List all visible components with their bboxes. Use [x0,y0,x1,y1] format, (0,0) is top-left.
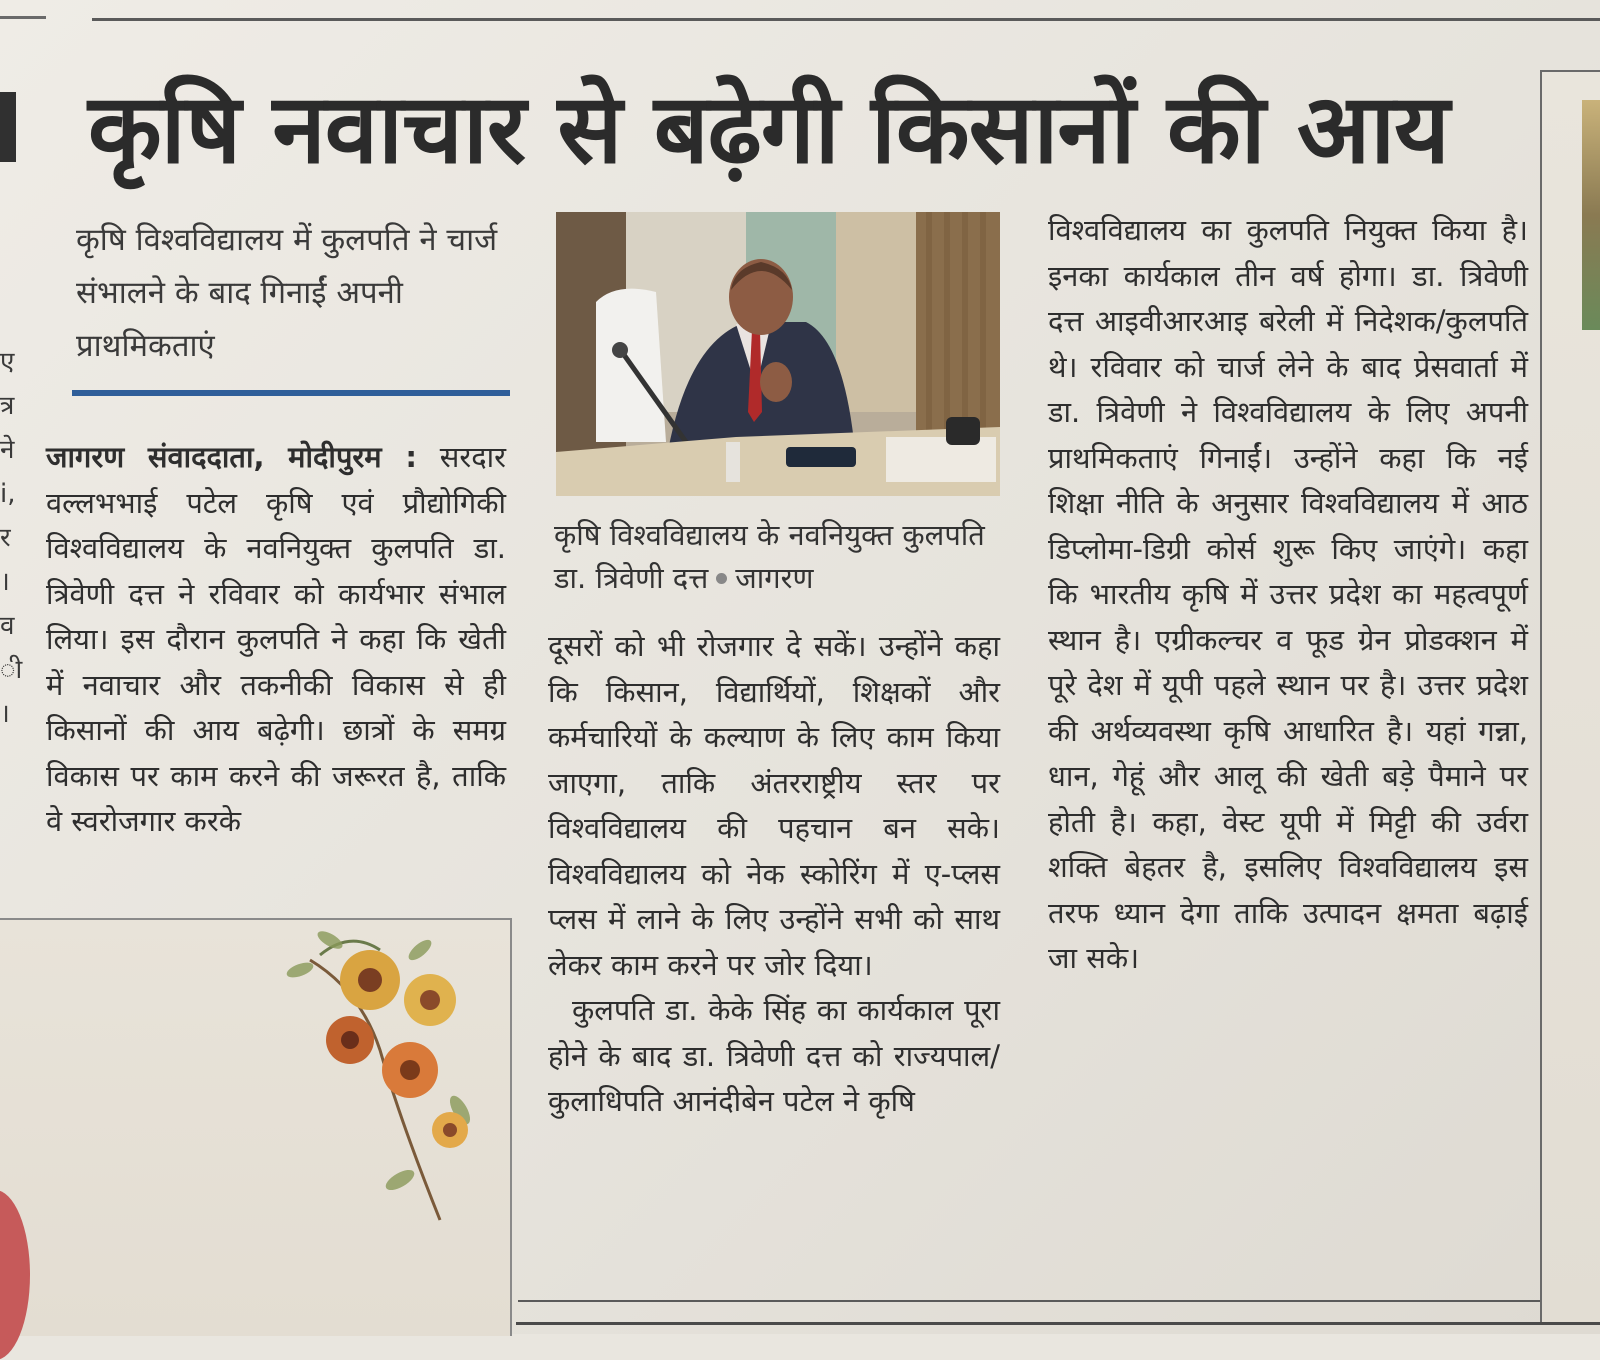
column-2-paragraph-2: कुलपति डा. केके सिंह का कार्यकाल पूरा होने के बाद डा. त्रिवेणी दत्त को राज्यपाल/कुलाधिपति आनंदीबेन पटेल ने कृषि [548,993,1000,1118]
fragment-text: र [0,523,11,553]
adjacent-image-fragment [1582,100,1600,330]
adjacent-article-fragments [0,340,30,736]
column-1-paragraph [46,435,506,845]
floral-ad-box [0,918,512,1336]
fragment-text: त्र [0,391,15,421]
subheadline: कृषि विश्वविद्यालय में कुलपति ने चार्ज संभालने के बाद गिनाईं अपनी प्राथमिकताएं [76,222,498,364]
article-column-3 [1048,208,1528,982]
fragment-text: ए [0,347,15,377]
top-rule-left [0,16,46,19]
floral-decoration [0,920,510,1336]
subheadline-divider [72,390,510,396]
article-box-bottom-rule [518,1300,1540,1302]
photo-caption [554,514,1014,600]
article-photo [556,212,1000,496]
photo-credit: जागरण [735,561,814,595]
fragment-text: i, [0,479,16,509]
fragment-text: ी [0,655,23,685]
adjacent-column-edge [0,92,16,162]
fragment-text: । [0,699,10,729]
column-1-text: सरदार वल्लभभाई पटेल कृषि एवं प्रौद्योगिकी विश्वविद्यालय के नवनियुक्त कुलपति डा. त्रिवेणी दत्त ने रविवार को कार्यभार संभाल लिया। इस दौरान कुलपति ने कहा कि खेती में नवाचार और तकनीकी विकास से ही किसानों की आय बढ़ेगी। छात्रों के समग्र विकास पर काम करने की जरूरत है, ताकि वे स्वरोजगार करके [46,440,506,838]
column-2-paragraph-1: दूसरों को भी रोजगार दे सकें। उन्होंने कहा कि किसान, विद्यार्थियों, शिक्षकों और कर्मचारियों के कल्याण के लिए काम किया जाएगा, ताकि अंतरराष्ट्रीय स्तर पर विश्वविद्यालय की पहचान बन सके। विश्वविद्यालय को नेक स्कोरिंग में ए-प्लस प्लस में लाने के लिए उन्होंने सभी को साथ लेकर काम करने पर जोर दिया। [548,629,1000,982]
fragment-text: । [0,567,10,597]
bottom-rule [516,1322,1600,1325]
top-rule [92,18,1600,21]
byline: जागरण संवाददाता, मोदीपुरम : [46,440,417,474]
fragment-text: व [0,611,15,641]
bullet-dot-icon [716,573,727,584]
column-3-paragraph: विश्वविद्यालय का कुलपति नियुक्त किया है। इनका कार्यकाल तीन वर्ष होगा। डा. त्रिवेणी दत्त आइवीआरआइ बरेली में निदेशक/कुलपति थे। रविवार को चार्ज लेने के बाद प्रेसवार्ता में डा. त्रिवेणी ने विश्वविद्यालय के लिए अपनी प्राथमिकताएं गिनाईं। उन्होंने कहा कि नई शिक्षा नीति के अनुसार विश्वविद्यालय में आठ डिप्लोमा-डिग्री कोर्स शुरू किए जाएंगे। कहा कि भारतीय कृषि में उत्तर प्रदेश का महत्वपूर्ण स्थान है। एग्रीकल्चर व फूड ग्रेन प्रोडक्शन में पूरे देश में यूपी पहले स्थान पर है। उत्तर प्रदेश की अर्थव्यवस्था कृषि आधारित है। यहां गन्ना, धान, गेहूं और आलू की खेती बड़े पैमाने पर होती है। कहा, वेस्ट यूपी में मिट्टी की उर्वरा शक्ति बेहतर है, इसलिए विश्वविद्यालय इस तरफ ध्यान देगा ताकि उत्पादन क्षमता बढ़ाई जा सके। [1048,213,1528,975]
headline: कृषि नवाचार से बढ़ेगी किसानों की आय [88,73,1449,185]
caption-text: कृषि विश्वविद्यालय के नवनियुक्त कुलपति डा. त्रिवेणी दत्त [554,518,985,595]
photo-vice-chancellor [556,212,1000,496]
article-column-2 [548,624,1000,1125]
article-column-1 [46,435,506,845]
fragment-text: ने [0,435,15,465]
